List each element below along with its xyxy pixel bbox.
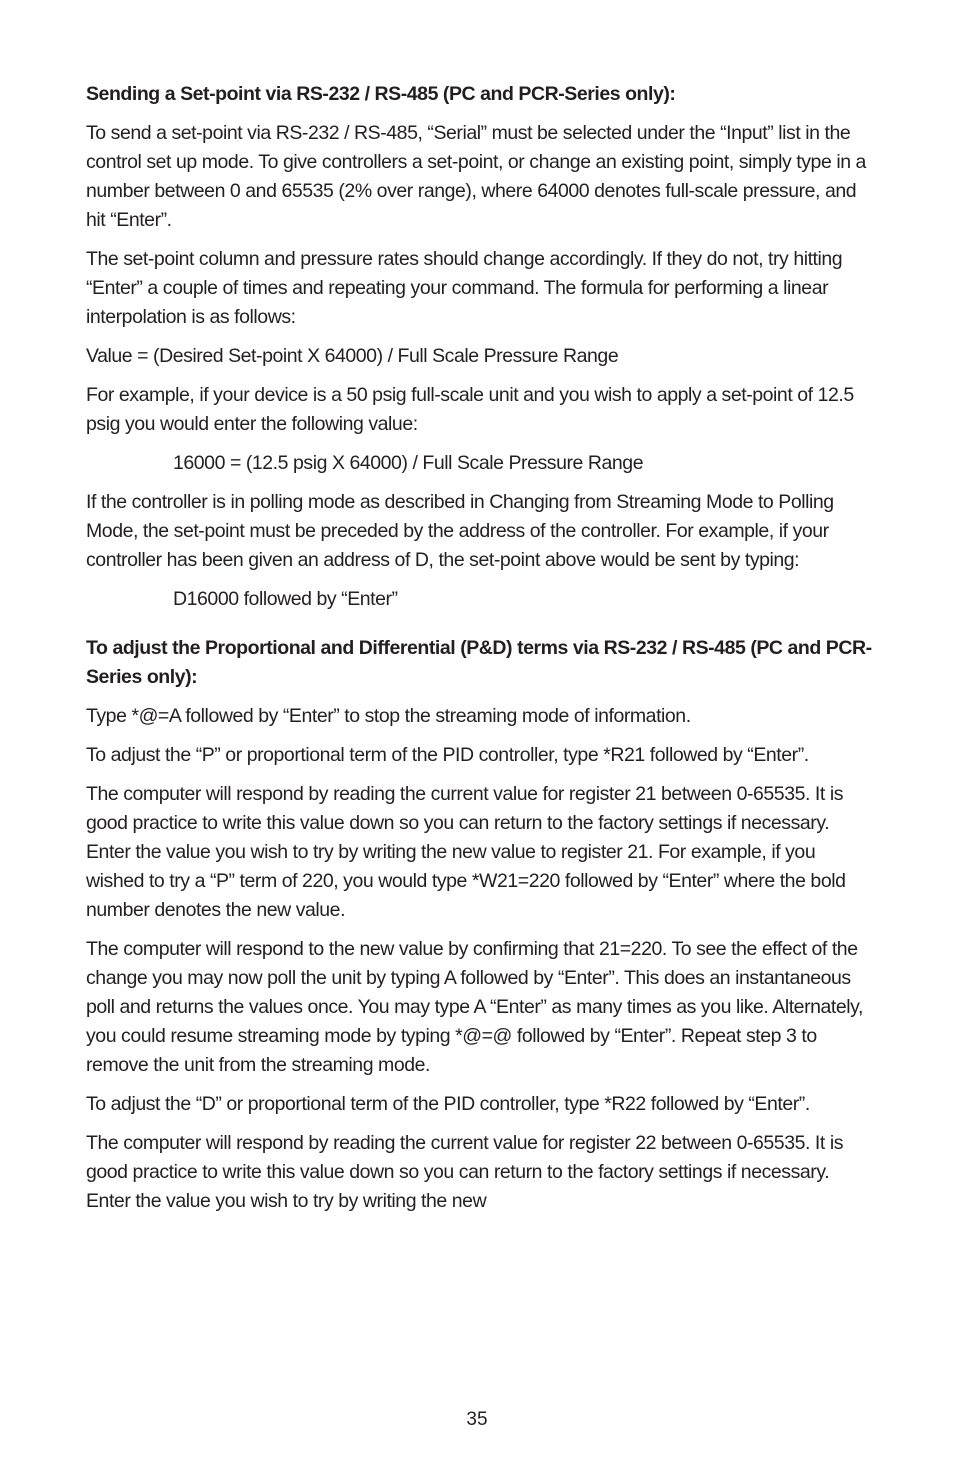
command-example: D16000 followed by “Enter” bbox=[173, 588, 398, 610]
paragraph-polling-mode: If the controller is in polling mode as described in Changing from Streaming Mode to Polling Mode, the set-point must be preceded by the address of the controller. For example, if your controller has been given an address of D, the set-point above would be sent by typing: bbox=[86, 491, 834, 571]
paragraph-confirm-value: The computer will respond to the new value by confirming that 21=220. To see the effect of the change you may now poll the unit by typing A followed by “Enter”. This does an instantaneous poll and returns the values once. You may type A “Enter” as many times as you like. Alternately, you could resume streaming mode by typing *@=@ followed by “Enter”. Repeat step 3 to remove the unit from the streaming mode. bbox=[86, 938, 863, 1076]
page-number: 35 bbox=[466, 1409, 488, 1430]
example-formula: 16000 = (12.5 psig X 64000) / Full Scale Pressure Range bbox=[173, 452, 644, 474]
section-heading-pd-terms: To adjust the Proportional and Differential (P&D) terms via RS-232 / RS-485 (PC and PCR-Series only): bbox=[86, 637, 872, 688]
paragraph-example-intro: For example, if your device is a 50 psig full-scale unit and you wish to apply a set-point of 12.5 psig you would enter the following value: bbox=[86, 384, 854, 435]
document-page bbox=[86, 80, 872, 1226]
formula-line: Value = (Desired Set-point X 64000) / Full Scale Pressure Range bbox=[86, 345, 619, 367]
paragraph-setpoint-column: The set-point column and pressure rates should change accordingly. If they do not, try hitting “Enter” a couple of times and repeating your command. The formula for performing a linear interpolation is as follows: bbox=[86, 248, 843, 328]
paragraph-register-22: The computer will respond by reading the current value for register 22 between 0-65535. It is good practice to write this value down so you can return to the factory settings if necessary. Enter the value you wish to try by writing the new bbox=[86, 1132, 844, 1212]
paragraph-stop-streaming: Type *@=A followed by “Enter” to stop the streaming mode of information. bbox=[86, 705, 691, 727]
paragraph-register-21: The computer will respond by reading the current value for register 21 between 0-65535. It is good practice to write this value down so you can return to the factory settings if necessary. Enter the value you wish to try by writing the new value to register 21. For example, if you wished to try a “P” term of 220, you would type *W21=220 followed by “Enter” where the bold number denotes the new value. bbox=[86, 783, 846, 921]
paragraph-adjust-p: To adjust the “P” or proportional term of the PID controller, type *R21 followed by “Enter”. bbox=[86, 744, 809, 766]
section-heading-setpoint: Sending a Set-point via RS-232 / RS-485 (PC and PCR-Series only): bbox=[86, 83, 676, 105]
paragraph-serial-input: To send a set-point via RS-232 / RS-485, “Serial” must be selected under the “Input” list in the control set up mode. To give controllers a set-point, or change an existing point, simply type in a number between 0 and 65535 (2% over range), where 64000 denotes full-scale pressure, and hit “Enter”. bbox=[86, 122, 866, 231]
paragraph-adjust-d: To adjust the “D” or proportional term of the PID controller, type *R22 followed by “Enter”. bbox=[86, 1093, 810, 1115]
